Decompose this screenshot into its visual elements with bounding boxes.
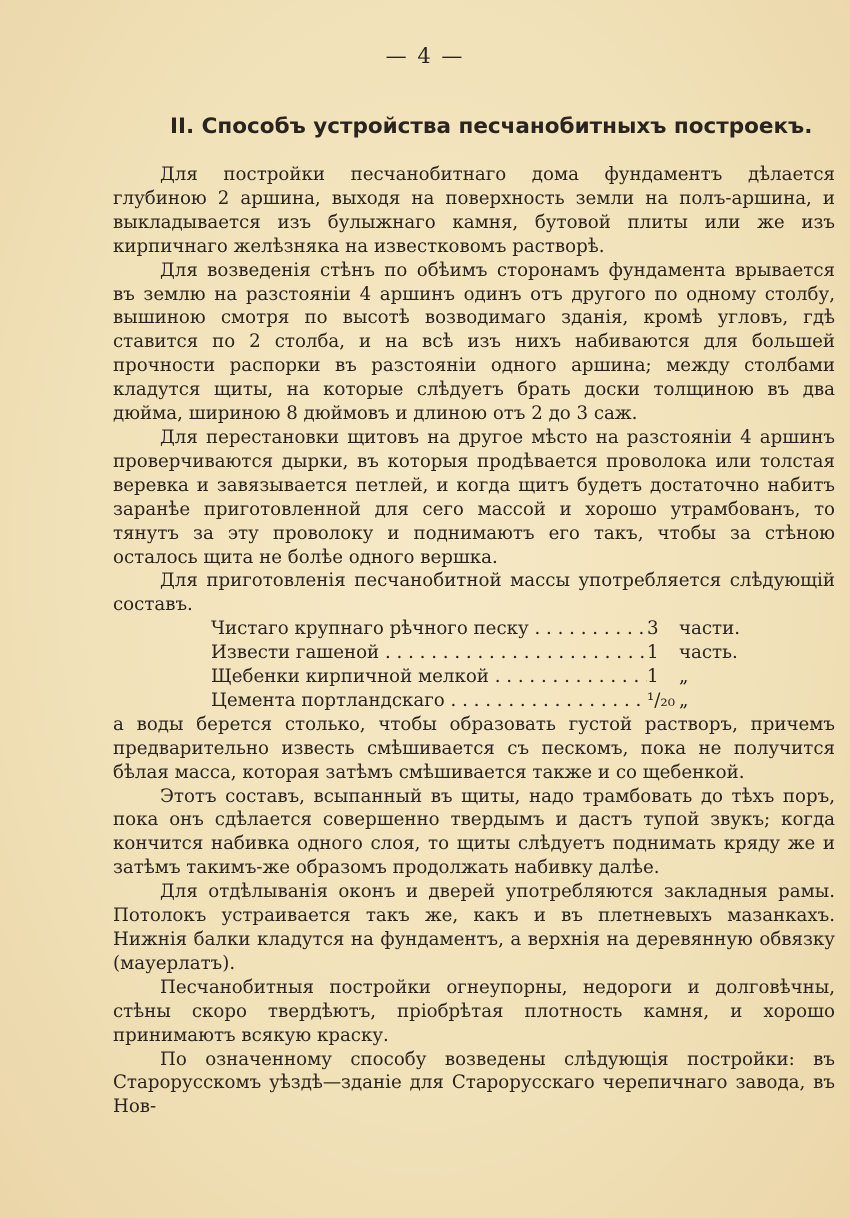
recipe-quantity: 1 bbox=[647, 666, 659, 688]
paragraph-walls: Для возведенія стѣнъ по обѣимъ сторонамъ фундамента врывается въ землю на разстояніи 4 аршинъ одинъ отъ другого по одному столбу, вышиною смотря по высотѣ возводимаго зданія, кромѣ угловъ, гдѣ ставится по 2 столба, и на всѣ изъ нихъ набиваются для большей прочности распорки въ разстояніи одного аршина; между столбами кладутся щиты, на которые слѣдуетъ брать доски толщиною въ два дюйма, шириною 8 дюймовъ и длиною отъ 2 до 3 саж. bbox=[113, 259, 835, 425]
body-text bbox=[113, 163, 835, 1119]
recipe-row bbox=[211, 665, 835, 689]
recipe-row bbox=[211, 689, 835, 713]
recipe-quantity: ¹/₂₀ bbox=[647, 689, 676, 711]
recipe-row bbox=[211, 617, 835, 641]
paragraph-buildings: По означенному способу возведены слѣдующія постройки: въ Старорусскомъ уѣздѣ—зданіе для Старорусскаго черепичнаго завода, въ Нов- bbox=[113, 1048, 835, 1118]
paragraph-properties: Песчанобитныя постройки огнеупорны, недороги и долговѣчны, стѣны скоро твердѣютъ, пріобрѣтая плотность камня, и хорошо принимаютъ всякую краску. bbox=[113, 976, 835, 1046]
recipe-ingredient: Чистаго крупнаго рѣчного песку . . . bbox=[211, 617, 647, 641]
recipe-ingredient: Извести гашеной . . . bbox=[211, 641, 647, 665]
recipe-unit: часть. bbox=[679, 642, 738, 664]
recipe-unit: „ bbox=[679, 689, 689, 711]
paragraph-foundation: Для постройки песчанобитнаго дома фундаментъ дѣлается глубиною 2 аршина, выходя на поверхность земли на полъ-аршина, и выкладывается изъ булыжнаго камня, бутовой плиты или же изъ кирпичнаго желѣзняка на известковомъ растворѣ. bbox=[113, 164, 835, 257]
recipe-row bbox=[211, 641, 835, 665]
section-heading: II. Способъ устройства песчанобитныхъ построекъ. bbox=[170, 114, 813, 139]
paragraph-water: а воды берется столько, чтобы образовать густой растворъ, причемъ предварительно известь смѣшивается съ пескомъ, пока не получится бѣлая масса, которая затѣмъ смѣшивается также и со щебенкой. bbox=[113, 713, 835, 783]
paragraph-mixture-intro: Для приготовленія песчанобитной массы употребляется слѣдующій составъ. bbox=[113, 570, 835, 616]
page-number: — 4 — bbox=[385, 44, 465, 68]
recipe-unit: „ bbox=[679, 666, 689, 688]
recipe-list bbox=[113, 617, 835, 713]
paragraph-shields: Для перестановки щитовъ на другое мѣсто на разстояніи 4 аршинъ проверчиваются дырки, въ которыя продѣвается проволока или толстая веревка и завязывается петлей, и когда щитъ будетъ достаточно набитъ заранѣе приготовленной для сего массой и хорошо утрамбованъ, то тянутъ за эту проволоку и поднимаютъ его такъ, чтобы за стѣною осталось щита не болѣе одного вершка. bbox=[113, 426, 835, 568]
paragraph-tamping: Этотъ составъ, всыпанный въ щиты, надо трамбовать до тѣхъ поръ, пока онъ сдѣлается совершенно твердымъ и дастъ тупой звукъ; когда кончится набивка одного слоя, то щиты слѣдуетъ поднимать кряду же и затѣмъ такимъ-же образомъ продолжать набивку далѣе. bbox=[113, 785, 835, 879]
recipe-ingredient: Цемента портландскаго . . . bbox=[211, 689, 647, 713]
recipe-quantity: 1 bbox=[647, 642, 659, 664]
recipe-ingredient: Щебенки кирпичной мелкой . . . bbox=[211, 665, 647, 689]
recipe-quantity: 3 bbox=[647, 618, 659, 640]
paragraph-frames: Для отдѣлыванія оконъ и дверей употребляются закладныя рамы. Потолокъ устраивается такъ же, какъ и въ плетневыхъ мазанкахъ. Нижнія балки кладутся на фундаментъ, а верхнія на деревянную обвязку (мауерлатъ). bbox=[113, 881, 835, 974]
recipe-unit: части. bbox=[679, 618, 741, 640]
